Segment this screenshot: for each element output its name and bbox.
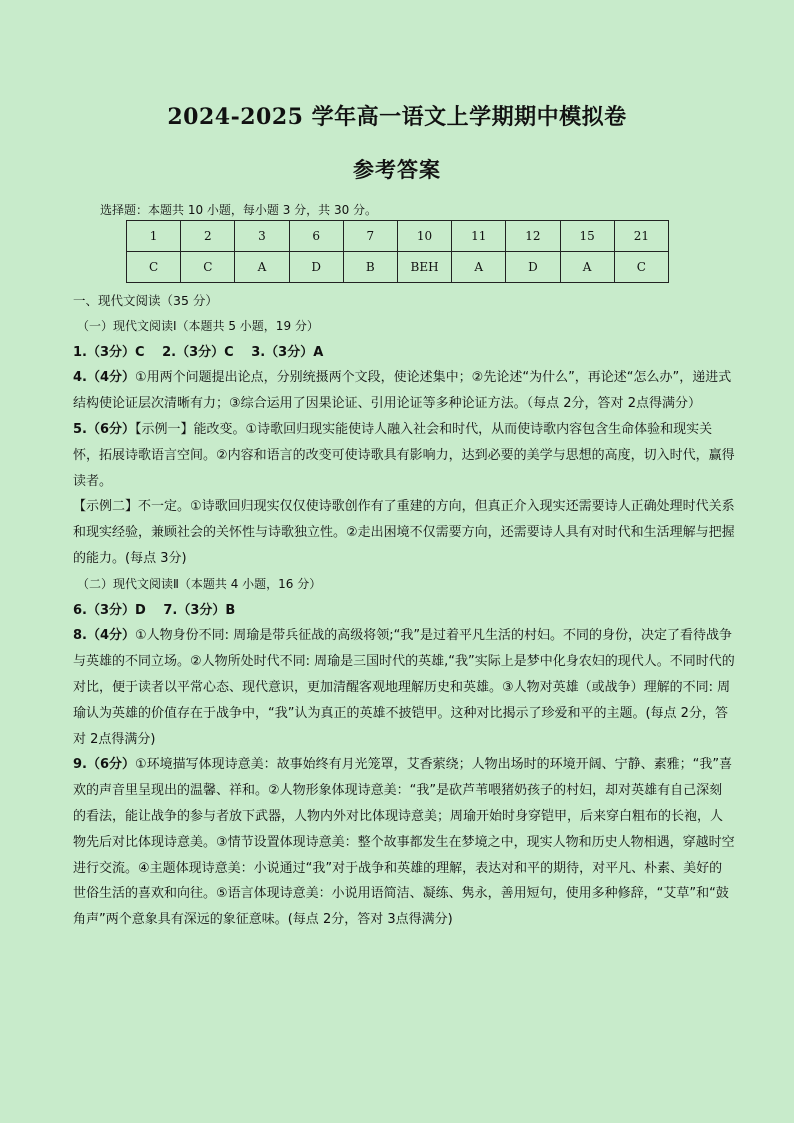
choice-intro: 选择题：本题共 10 小题，每小题 3 分，共 30 分。 — [100, 203, 378, 217]
table-cell: D — [289, 252, 343, 283]
table-cell: 7 — [343, 221, 397, 252]
table-cell: 3 — [235, 221, 289, 252]
table-cell: 12 — [506, 221, 560, 252]
question-number: 9.（6分） — [73, 757, 136, 773]
table-cell: C — [181, 252, 235, 283]
answer-text: ①用两个问题提出论点，分别统摄两个文段，使论述集中；②先论述“为什么”，再论述“怎么办”，递进式结构使论证层次清晰有力；③综合运用了因果论证、引用论证等多种论证方法。（每点 2分，答对 2点得满分） — [73, 370, 732, 412]
question-number: 5.（6分） — [73, 421, 136, 437]
document-subtitle: 参考答案 — [353, 157, 441, 182]
table-cell: A — [235, 252, 289, 283]
table-cell: C — [614, 252, 668, 283]
section-heading: 一、现代文阅读（35 分） — [73, 293, 218, 308]
answer-body — [73, 288, 735, 933]
answer-text: ①环境描写体现诗意美：故事始终有月光笼罩，艾香萦绕；人物出场时的环境开阔、宁静、素雅；“我”喜欢的声音里呈现出的温馨、祥和。②人物形象体现诗意美：“我”是砍芦苇喂猪奶孩子的村妇，却对英雄有自己深刻的看法，能让战争的参与者放下武器，人物内外对比体现诗意美；周瑜开始时身穿铠甲，后来穿白粗布的长袍，人物先后对比体现诗意美。③情节设置体现诗意美：整个故事都发生在梦境之中，现实人物和历史人物相遇，穿越时空进行交流。④主题体现诗意美：小说通过“我”对于战争和英雄的理解，表达对和平的期待，对平凡、朴素、美好的世俗生活的喜欢和向往。⑤语言体现诗意美：小说用语简洁、凝练、隽永，善用短句，使用多种修辞，“艾草”和“鼓角声”两个意象具有深远的象征意味。(每点 2分，答对 3点得满分) — [73, 757, 735, 928]
question-number-row — [127, 221, 669, 252]
answers-1-3: 1.（3分）C 2.（3分）C 3.（3分）A — [73, 344, 324, 360]
part-heading-2: （二）现代文阅读Ⅱ（本题共 4 小题，16 分） — [77, 576, 322, 591]
table-cell: 15 — [560, 221, 614, 252]
table-cell: A — [452, 252, 506, 283]
table-cell: 2 — [181, 221, 235, 252]
part-heading-1: （一）现代文阅读Ⅰ（本题共 5 小题，19 分） — [77, 318, 319, 333]
answer-table — [126, 220, 669, 283]
answer-4 — [73, 365, 735, 417]
question-number: 4.（4分） — [73, 370, 136, 386]
answer-text: ①人物身份不同: 周瑜是带兵征战的高级将领;“我”是过着平凡生活的村妇。不同的身份，决定了看待战争与英雄的不同立场。②人物所处时代不同: 周瑜是三国时代的英雄,“我”实际上是梦中化身农妇的现代人。不同时代的对比，便于读者以平常心态、现代意识，更加清醒客观地理解历史和英雄。③人物对英雄（或战争）理解的不同: 周瑜认为英雄的价值存在于战争中，“我”认为真正的英雄不披铠甲。这种对比揭示了珍爱和平的主题。(每点 2分，答对 2点得满分) — [73, 628, 735, 747]
table-cell: C — [127, 252, 181, 283]
answer-row — [127, 252, 669, 283]
table-cell: 6 — [289, 221, 343, 252]
answer-text: 【示例一】能改变。①诗歌回归现实能使诗人融入社会和时代，从而使诗歌内容包含生命体验和现实关怀，拓展诗歌语言空间。②内容和语言的改变可使诗歌具有影响力，达到必要的美学与思想的高度，切入时代，赢得读者。 — [73, 421, 735, 489]
answer-8 — [73, 623, 735, 752]
table-cell: B — [343, 252, 397, 283]
answer-5-example-2: 【示例二】不一定。①诗歌回归现实仅仅使诗歌创作有了重建的方向，但真正介入现实还需要诗人正确处理时代关系和现实经验，兼顾社会的关怀性与诗歌独立性。②走出困境不仅需要方向，还需要诗人具有对时代和生活理解与把握的能力。(每点 3分) — [73, 499, 735, 566]
table-cell: A — [560, 252, 614, 283]
document-title: 2024-2025 学年高一语文上学期期中模拟卷 — [167, 104, 627, 130]
question-number: 8.（4分） — [73, 628, 136, 644]
answer-9 — [73, 752, 735, 933]
table-cell: BEH — [397, 252, 451, 283]
answers-6-7: 6.（3分）D 7.（3分）B — [73, 602, 236, 618]
answer-5 — [73, 417, 735, 494]
table-cell: 10 — [397, 221, 451, 252]
table-cell: D — [506, 252, 560, 283]
table-cell: 1 — [127, 221, 181, 252]
table-cell: 11 — [452, 221, 506, 252]
table-cell: 21 — [614, 221, 668, 252]
